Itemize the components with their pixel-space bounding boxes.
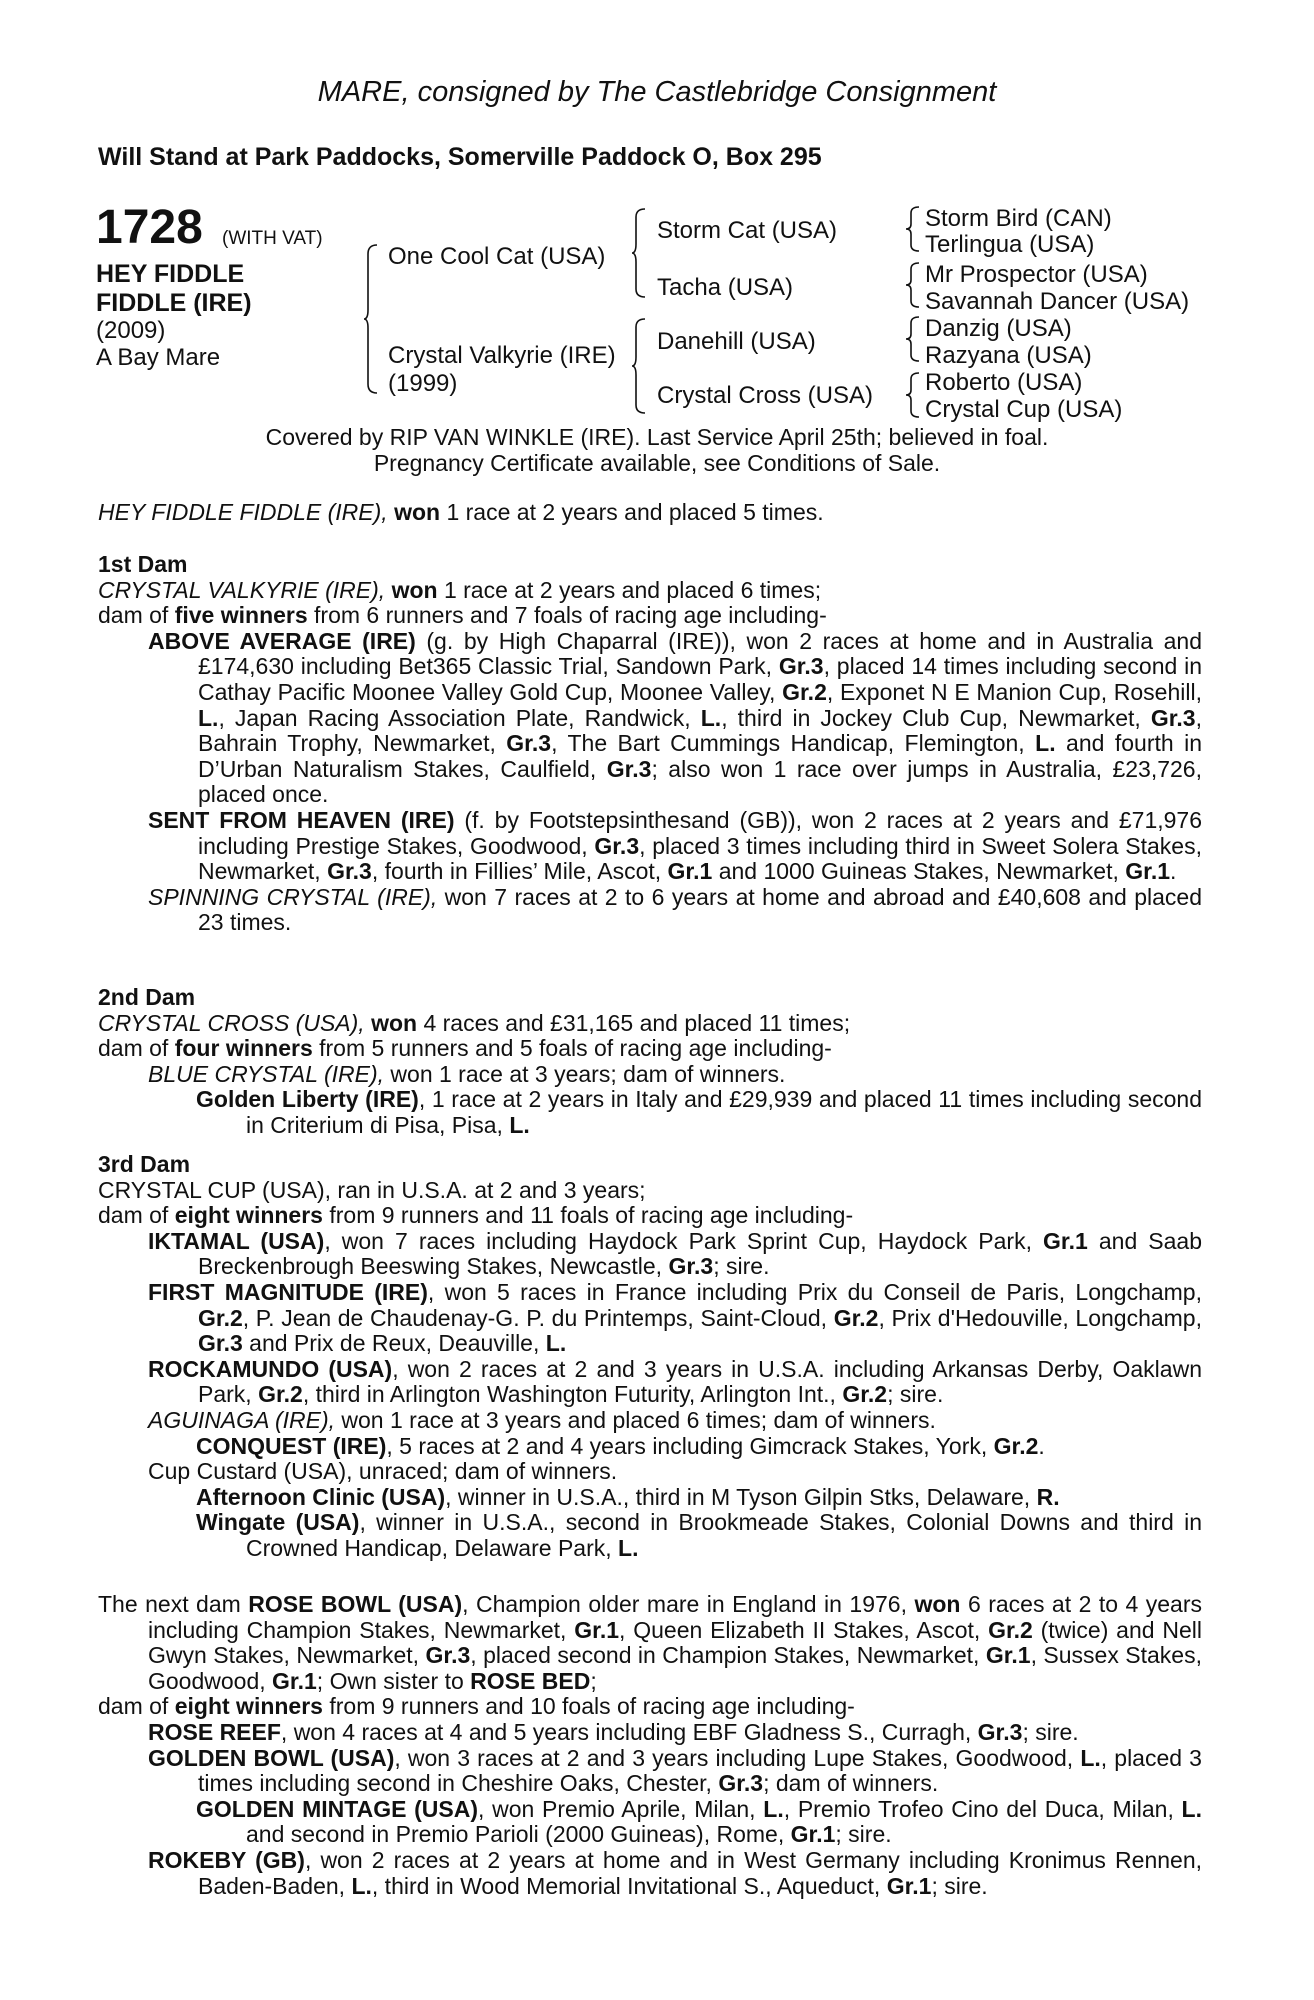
text-run: , placed 14 times including second in Cathay Pacific Moonee Valley Gold Cup, Moonee Valley, [198, 653, 1202, 705]
text-run: ; [590, 1667, 597, 1694]
horse-name-line1: HEY FIDDLE [96, 260, 245, 288]
text-run: 4 races and £31,165 and placed 11 times; [417, 1009, 851, 1036]
covered-notice [0, 424, 1314, 476]
text-run: dam of [98, 1202, 175, 1229]
text-run: , Prix d'Hedouville, Longchamp, [878, 1304, 1202, 1331]
ggp-brace-2 [906, 262, 920, 308]
produce-name: ROSE REEF [148, 1718, 281, 1745]
text-run: , won 2 races at 2 years at home and in West Germany including Kronimus Rennen, Baden-Baden, [198, 1846, 1203, 1899]
text-run: four winners [174, 1035, 313, 1062]
first-dam-section [98, 552, 1202, 936]
text-run: , won 5 races in France including Prix du Conseil de Paris, Longchamp, [427, 1278, 1202, 1305]
text-run: , won 7 races including Haydock Park Sprint Cup, Haydock Park, [324, 1227, 1044, 1254]
produce-name: CONQUEST (IRE) [196, 1432, 387, 1459]
text-run: , fourth in Fillies’ Mile, Ascot, [371, 858, 668, 885]
produce-name: ROCKAMUNDO (USA) [148, 1355, 393, 1382]
produce-entry [98, 1229, 1202, 1280]
produce-entry [98, 1434, 1202, 1460]
produce-name: ROKEBY (GB) [148, 1846, 305, 1873]
ggp-crystal-cup: Crystal Cup (USA) [925, 396, 1123, 423]
horse-description: A Bay Mare [96, 344, 221, 371]
dam-of-label: dam of [98, 602, 175, 629]
produce-name: Golden Liberty (IRE) [196, 1086, 419, 1113]
text-run: and Prix de Reux, Deauville, [242, 1330, 546, 1357]
text-run: Gr.1 [1043, 1227, 1088, 1254]
dam-record: 1 race at 2 years and placed 6 times; [437, 576, 822, 603]
text-run: ROSE BED [470, 1667, 591, 1694]
ggp-storm-bird: Storm Bird (CAN) [925, 205, 1112, 232]
text-run: , 5 races at 2 and 4 years including Gimcrack Stakes, York, [386, 1432, 994, 1459]
text-run: and Saab Breckenbrough Beeswing Stakes, Newcastle, [198, 1227, 1203, 1280]
text-run: Gr.1 [667, 858, 713, 885]
text-run: Gr.3 [327, 858, 372, 885]
text-run: Gr.3 [506, 730, 552, 757]
ggp-brace-4 [906, 372, 920, 418]
text-run: L. [509, 1111, 530, 1138]
text-run: , third in Wood Memorial Invitational S., Aqueduct, [371, 1872, 887, 1899]
text-run: and 1000 Guineas Stakes, Newmarket, [712, 858, 1126, 885]
text-run: Gr.3 [425, 1642, 471, 1669]
text-run: and fourth in D’Urban Naturalism Stakes, Caulfield, [198, 730, 1203, 782]
text-run: ; sire. [1022, 1718, 1079, 1745]
text-run: won 7 races at 2 to 6 years at home and abroad and £40,608 and placed 23 times. [198, 883, 1202, 936]
text-run: Gr.3 [718, 1770, 764, 1797]
text-run: , winner in U.S.A., second in Brookmeade Stakes, Colonial Downs and third in Crowned Handicap, Delaware Park, [246, 1509, 1202, 1561]
text-run: from 9 runners and 10 foals of racing age including- [322, 1693, 855, 1720]
produce-entry [98, 1357, 1202, 1408]
sire-dam: Tacha (USA) [657, 274, 794, 301]
text-run: R. [1036, 1483, 1060, 1510]
text-run: Gr.3 [198, 1330, 243, 1357]
summary-rest: 1 race at 2 years and placed 5 times. [440, 499, 824, 525]
text-run: 6 races at 2 to 4 years including Champion Stakes, Newmarket, [148, 1591, 1203, 1643]
produce-entry [98, 1087, 1202, 1138]
dam-year: (1999) [388, 370, 458, 397]
text-run: Gr.1 [790, 1821, 836, 1848]
dam-name: CRYSTAL CUP (USA), ran in U.S.A. at 2 and 3 years; [98, 1176, 646, 1203]
produce-name: BLUE CRYSTAL (IRE), [148, 1060, 385, 1087]
text-run: L. [763, 1795, 784, 1822]
section-heading: 2nd Dam [98, 984, 196, 1010]
next-dam-paragraph [98, 1592, 1202, 1694]
dam: Crystal Valkyrie (IRE) [388, 342, 616, 369]
text-run: L. [1080, 1744, 1101, 1771]
produce-name: SENT FROM HEAVEN (IRE) [148, 806, 455, 833]
lot-number: 1728 [96, 201, 203, 254]
summary-won: won [394, 499, 441, 525]
text-run: , The Bart Cummings Handicap, Flemington, [551, 730, 1036, 757]
foaling-year: (2009) [96, 317, 166, 344]
ggp-danzig: Danzig (USA) [925, 315, 1072, 342]
produce-entry [98, 885, 1202, 936]
text-run: ; sire. [835, 1821, 892, 1848]
ggp-brace-3 [906, 316, 920, 362]
text-run: Gr.1 [985, 1642, 1031, 1669]
text-run: Gr.1 [272, 1667, 317, 1694]
text-run: L. [545, 1330, 567, 1357]
text-run: dam of [98, 1035, 175, 1062]
covered-line1: Covered by RIP VAN WINKLE (IRE). Last Service April 25th; believed in foal. [265, 424, 1049, 450]
page-title: MARE, consigned by The Castlebridge Consignment [317, 76, 997, 108]
dam-name: CRYSTAL CROSS (USA), [98, 1009, 365, 1036]
text-run: , Queen Elizabeth II Stakes, Ascot, [619, 1616, 989, 1643]
text-run: , placed 3 times including third in Sweet Solera Stakes, Newmarket, [198, 832, 1202, 885]
produce-name: GOLDEN BOWL (USA) [148, 1744, 395, 1771]
text-run: . [1038, 1432, 1045, 1459]
text-run: won 1 race at 3 years; dam of winners. [384, 1060, 786, 1087]
produce-entry: Cup Custard (USA), unraced; dam of winners. [148, 1458, 618, 1485]
race-summary [98, 500, 1202, 526]
section-heading: 1st Dam [98, 551, 188, 577]
text-run: from 5 runners and 5 foals of racing age including- [312, 1035, 832, 1062]
text-run: , third in Jockey Club Cup, Newmarket, [721, 704, 1151, 731]
text-run: dam of [98, 1693, 175, 1720]
text-run: Gr.2 [833, 1304, 879, 1331]
location-line: Will Stand at Park Paddocks, Somerville Paddock O, Box 295 [98, 143, 822, 171]
text-run: Gr.2 [993, 1432, 1039, 1459]
summary-name: HEY FIDDLE FIDDLE (IRE), [98, 499, 388, 525]
text-run: , won Premio Aprile, Milan, [478, 1795, 764, 1822]
produce-entry [98, 1485, 1202, 1511]
vat-label: (WITH VAT) [222, 228, 323, 249]
text-run: , 1 race at 2 years in Italy and £29,939 and placed 11 times including second in Criterium di Pisa, Pisa, [246, 1086, 1202, 1138]
produce-name: Afternoon Clinic (USA) [196, 1483, 446, 1510]
text-run: ; dam of winners. [763, 1770, 939, 1797]
sire-brace [632, 208, 646, 298]
text-run: won [371, 1009, 418, 1036]
text-run: L. [1181, 1795, 1202, 1822]
text-run: Gr.2 [258, 1381, 303, 1408]
text-run: Gr.2 [198, 1304, 243, 1331]
produce-name: SPINNING CRYSTAL (IRE), [148, 883, 438, 910]
text-run: ; Own sister to [316, 1667, 471, 1694]
dam-of-detail: from 6 runners and 7 foals of racing age including- [307, 602, 827, 629]
text-run: Gr.1 [574, 1616, 620, 1643]
covered-line2: Pregnancy Certificate available, see Conditions of Sale. [373, 450, 941, 476]
third-dam-section [98, 1152, 1202, 1562]
produce-entry [98, 1408, 1202, 1434]
text-run: , Bahrain Trophy, Newmarket, [198, 704, 1202, 757]
produce-name: GOLDEN MINTAGE (USA) [196, 1795, 479, 1822]
dam-name: CRYSTAL VALKYRIE (IRE), [98, 576, 386, 603]
text-run: , Exponet N E Manion Cup, Rosehill, [826, 678, 1202, 705]
text-run: and second in Premio Parioli (2000 Guineas), Rome, [246, 1821, 791, 1848]
produce-name: ABOVE AVERAGE (IRE) [148, 627, 416, 654]
produce-entry [98, 1062, 1202, 1088]
text-run: L. [351, 1872, 372, 1899]
text-run: , won 3 races at 2 and 3 years including Lupe Stakes, Goodwood, [394, 1744, 1081, 1771]
produce-entry [98, 1510, 1202, 1561]
text-run: , won 4 races at 4 and 5 years including EBF Gladness S., Curragh, [280, 1718, 978, 1745]
text-run: Gr.2 [988, 1616, 1033, 1643]
text-run: won 1 race at 3 years and placed 6 times; dam of winners. [335, 1406, 936, 1433]
horse-name-line2: FIDDLE (IRE) [96, 289, 252, 317]
produce-name: Wingate (USA) [196, 1509, 360, 1536]
text-run: Gr.1 [886, 1872, 932, 1899]
text-run: from 9 runners and 11 foals of racing age including- [322, 1202, 854, 1229]
produce-entry [98, 808, 1202, 885]
text-run: . [1170, 858, 1177, 885]
produce-entry [98, 1848, 1202, 1899]
produce-entry [98, 1720, 1202, 1746]
text-run: , Sussex Stakes, Goodwood, [148, 1642, 1202, 1694]
text-run: , P. Jean de Chaudenay-G. P. du Printemps, Saint-Cloud, [242, 1304, 834, 1331]
dam-dam: Crystal Cross (USA) [657, 382, 874, 409]
text-run: L. [700, 704, 722, 731]
winners-count: five winners [174, 602, 308, 629]
text-run: ; also won 1 race over jumps in Australia, £23,726, placed once. [198, 755, 1202, 808]
dam-brace [632, 318, 646, 414]
won-label: won [391, 576, 438, 603]
section-heading: 3rd Dam [98, 1151, 191, 1177]
text-run: won [914, 1591, 961, 1617]
text-run: ; sire. [887, 1381, 944, 1408]
text-run: (g. by High Chaparral (IRE)), won 2 races at home and in Australia and £174,630 including Bet365 Classic Trial, Sandown Park, [198, 627, 1202, 680]
second-dam-section [98, 985, 1202, 1139]
text-run: Gr.3 [606, 755, 652, 782]
text-run: Gr.3 [594, 832, 640, 859]
text-run: eight winners [174, 1693, 323, 1720]
sire-sire: Storm Cat (USA) [657, 217, 838, 244]
text-run: , Champion older mare in England in 1976, [462, 1591, 915, 1617]
ggp-roberto: Roberto (USA) [925, 369, 1083, 396]
sire: One Cool Cat (USA) [388, 243, 606, 270]
text-run: , placed second in Champion Stakes, Newmarket, [470, 1642, 986, 1669]
ggp-mr-prospector: Mr Prospector (USA) [925, 261, 1148, 288]
text-run: The next dam [98, 1591, 249, 1617]
text-run: , third in Arlington Washington Futurity, Arlington Int., [302, 1381, 843, 1408]
text-run: Gr.3 [668, 1253, 714, 1280]
text-run: Gr.1 [1125, 858, 1171, 885]
main-brace [364, 244, 378, 394]
text-run: (f. by Footstepsinthesand (GB)), won 2 races at 2 years and £71,976 including Prestige Stakes, Goodwood, [198, 806, 1202, 859]
text-run: L. [198, 704, 219, 731]
horse-name [96, 260, 296, 318]
text-run: Gr.2 [842, 1381, 888, 1408]
text-run: (twice) and Nell Gwyn Stakes, Newmarket, [148, 1616, 1202, 1669]
text-run: , placed 3 times including second in Cheshire Oaks, Chester, [198, 1744, 1202, 1797]
text-run: Gr.3 [778, 653, 824, 680]
text-run: , won 2 races at 2 and 3 years in U.S.A. including Arkansas Derby, Oaklawn Park, [198, 1355, 1202, 1408]
text-run: L. [618, 1534, 639, 1561]
text-run: ; sire. [713, 1253, 770, 1280]
text-run: , Premio Trofeo Cino del Duca, Milan, [783, 1795, 1182, 1822]
text-run: , winner in U.S.A., third in M Tyson Gilpin Stks, Delaware, [445, 1483, 1037, 1510]
dam-sire: Danehill (USA) [657, 328, 816, 355]
text-run: ; sire. [931, 1872, 988, 1899]
text-run: eight winners [174, 1202, 323, 1229]
produce-name: IKTAMAL (USA) [148, 1227, 325, 1254]
ggp-brace-1 [906, 206, 920, 252]
produce-name: AGUINAGA (IRE), [148, 1406, 335, 1433]
produce-entry [98, 1797, 1202, 1848]
produce-name: FIRST MAGNITUDE (IRE) [148, 1278, 428, 1305]
ggp-terlingua: Terlingua (USA) [925, 231, 1095, 258]
ggp-razyana: Razyana (USA) [925, 342, 1092, 369]
text-run: Gr.3 [977, 1718, 1023, 1745]
text-run: L. [1035, 730, 1056, 757]
next-dam-section [98, 1592, 1202, 1899]
ggp-savannah-dancer: Savannah Dancer (USA) [925, 288, 1190, 315]
produce-entry [98, 1280, 1202, 1357]
text-run: Gr.3 [1150, 704, 1196, 731]
dam-name: ROSE BOWL (USA) [248, 1591, 463, 1617]
produce-entry [98, 1746, 1202, 1797]
text-run: , Japan Racing Association Plate, Randwick, [218, 704, 701, 731]
text-run: Gr.2 [782, 678, 827, 705]
produce-entry [98, 629, 1202, 808]
